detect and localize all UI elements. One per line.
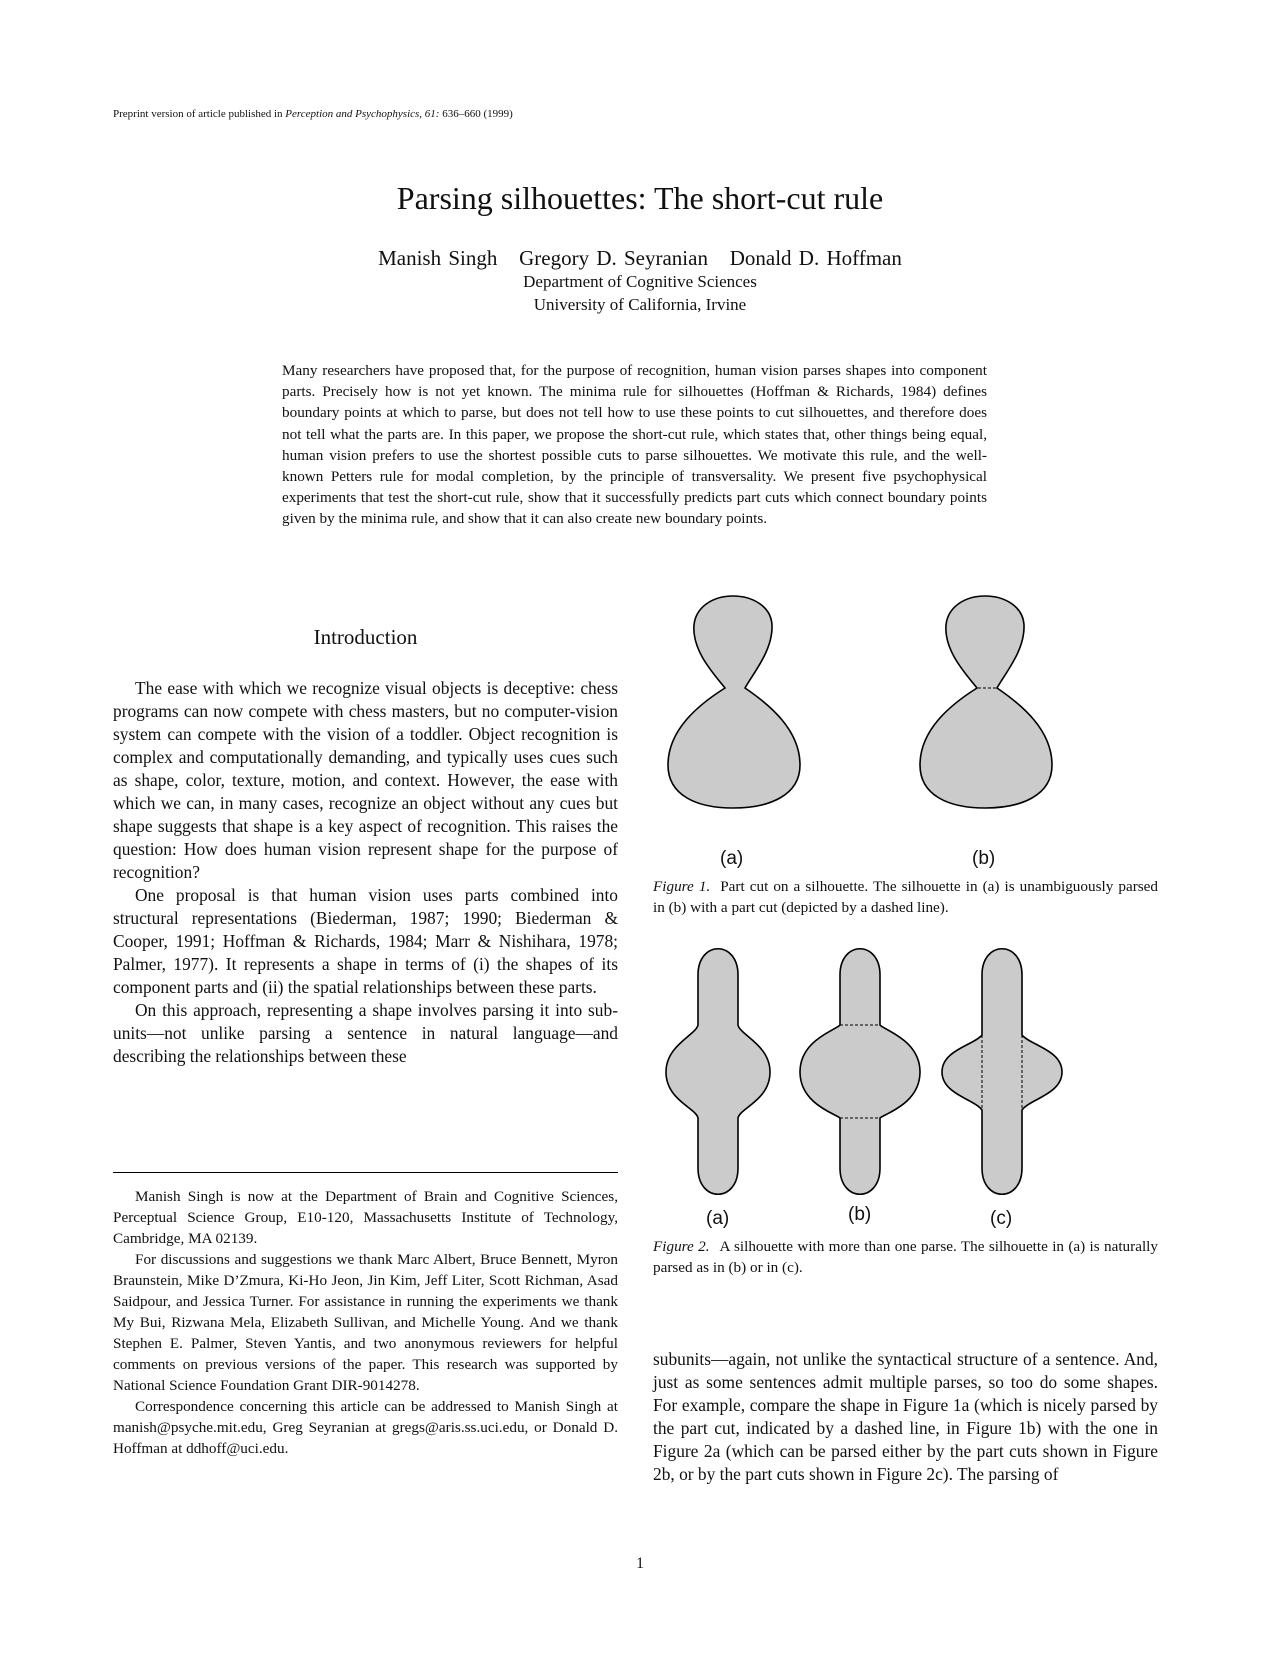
- caption-label: Figure 1.: [653, 878, 711, 895]
- affiliation-university: University of California, Irvine: [533, 295, 747, 314]
- preprint-pages: 636–660 (1999): [439, 108, 513, 120]
- authors: Manish Singh Gregory D. Seyranian Donald D. Hoffman: [378, 246, 902, 270]
- page-number: 1: [636, 1555, 644, 1572]
- figure1-caption: [653, 876, 1158, 918]
- affiliation-department: Department of Cognitive Sciences: [523, 272, 757, 291]
- caption-label: Figure 2.: [653, 1238, 710, 1255]
- figure2-label-c: (c): [990, 1208, 1013, 1229]
- right-column: [653, 1348, 1158, 1486]
- caption-text: A silhouette with more than one parse. The silhouette in (a) is naturally parsed as in (b) or in (c).: [653, 1238, 1158, 1276]
- section-heading: Introduction: [313, 625, 418, 649]
- paragraph: The ease with which we recognize visual objects is deceptive: chess programs can now compete with chess masters, but no computer-vision system can compete with the vision of a toddler. Object recognition is complex and computationally demanding, and typically uses cues such as shape, color, texture, motion, and context. However, the ease with which we can, in many cases, recognize an object without any cues but shape suggests that shape is a key aspect of recognition. This raises the question: How does human vision represent shape for the purpose of recognition?: [113, 678, 618, 882]
- figure2b-body: [800, 949, 920, 1195]
- caption-text: Part cut on a silhouette. The silhouette in (a) is unambiguously parsed in (b) with a part cut (depicted by a dashed line).: [653, 878, 1158, 916]
- figure1-label-a: (a): [720, 848, 744, 869]
- journal-name: Perception and Psychophysics, 61:: [285, 108, 440, 120]
- footnote: Correspondence concerning this article can be addressed to Manish Singh at manish@psyche.mit.edu, Greg Seyranian at gregs@aris.ss.uci.edu, or Donald D. Hoffman at ddhoff@uci.edu.: [113, 1398, 618, 1457]
- figure2a-body: [666, 949, 770, 1195]
- figure1-label-b: (b): [972, 848, 996, 869]
- footnote: Manish Singh is now at the Department of Brain and Cognitive Sciences, Perceptual Science Group, E10-120, Massachusetts Institute of Technology, Cambridge, MA 02139.: [113, 1188, 618, 1247]
- paragraph: subunits—again, not unlike the syntactical structure of a sentence. And, just as some sentences admit multiple parses, so too do some shapes. For example, compare the shape in Figure 1a (which is nicely parsed by the part cut, indicated by a dashed line, in Figure 1b) with the one in Figure 2a (which can be parsed either by the part cuts shown in Figure 2b, or by the part cuts shown in Figure 2c). The parsing of: [653, 1349, 1158, 1484]
- paragraph: On this approach, representing a shape involves parsing it into sub-units—not unlike parsing a sentence in natural language—and describing the relationships between these: [113, 1000, 618, 1066]
- figure2-label-b: (b): [848, 1204, 872, 1225]
- abstract: Many researchers have proposed that, for the purpose of recognition, human vision parses shapes into component parts. Precisely how is not yet known. The minima rule for silhouettes (Hoffman & Richards, 1984) defines boundary points at which to parse, but does not tell how to use these points to cut silhouettes, and therefore does not tell what the parts are. In this paper, we propose the short-cut rule, which states that, other things being equal, human vision prefers to use the shortest possible cuts to parse silhouettes. We motivate this rule, and the well-known Petters rule for modal completion, by the principle of transversality. We present five psychophysical experiments that test the short-cut rule, show that it successfully predicts part cuts which connect boundary points given by the minima rule, and show that it can also create new boundary points.: [282, 362, 987, 528]
- footnote: For discussions and suggestions we thank Marc Albert, Bruce Bennett, Myron Braunstein, Mike D’Zmura, Ki-Ho Jeon, Jin Kim, Jeff Liter, Scott Richman, Asad Saidpour, and Jessica Turner. For assistance in running the experiments we thank My Bui, Rizwana Mela, Elizabeth Sullivan, and Michelle Young. And we thank Stephen E. Palmer, Steven Yantis, and two anonymous reviewers for helpful comments on previous versions of the paper. This research was supported by National Science Foundation Grant DIR-9014278.: [113, 1251, 618, 1394]
- figure2c-body: [942, 949, 1062, 1195]
- figure2-label-a: (a): [706, 1208, 730, 1229]
- preprint-text: Preprint version of article published in: [113, 108, 286, 120]
- figure2-caption: [653, 1236, 1158, 1278]
- figure1a-silhouette: [668, 596, 800, 808]
- paragraph: One proposal is that human vision uses parts combined into structural representations (Biederman, 1987; 1990; Biederman & Cooper, 1991; Hoffman & Richards, 1984; Marr & Nishihara, 1978; Palmer, 1977). It represents a shape in terms of (i) the shapes of its component parts and (ii) the spatial relationships between these parts.: [113, 885, 618, 997]
- figure1b-silhouette: [920, 596, 1052, 808]
- paper-title: Parsing silhouettes: The short-cut rule: [396, 180, 884, 216]
